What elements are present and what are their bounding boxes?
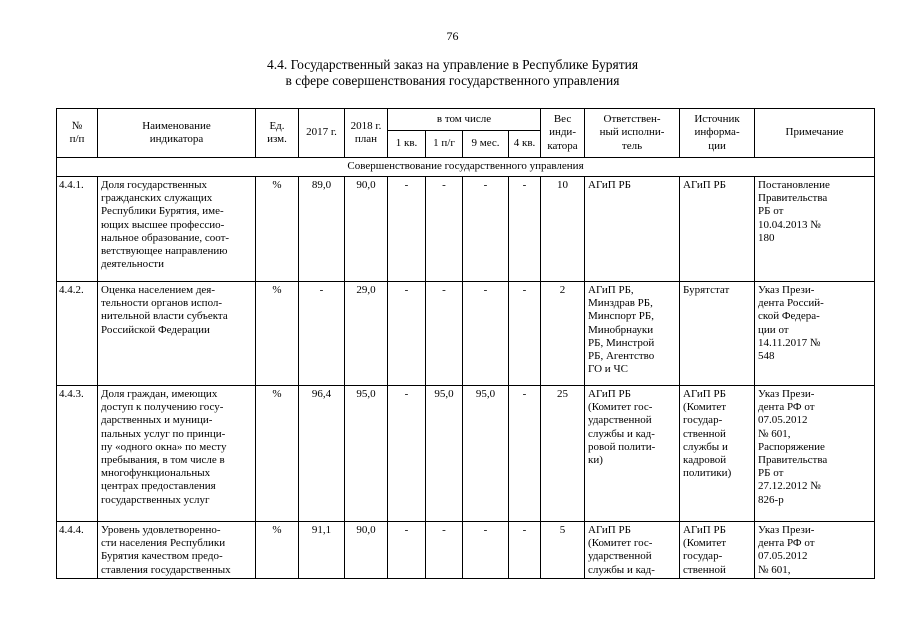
row-num: 4.4.4. — [57, 522, 98, 579]
value-q4: - — [509, 386, 541, 522]
row-num: 4.4.1. — [57, 177, 98, 282]
responsible: АГиП РБ, Минздрав РБ, Минспорт РБ, Минобрнауки РБ, Минстрой РБ, Агентство ГО и ЧС — [585, 282, 680, 386]
value-h1: - — [426, 522, 463, 579]
value-2017: - — [299, 282, 345, 386]
value-q1: - — [388, 386, 426, 522]
indicator-name: Оценка населением дея- тельности органов испол- нительной власти субъекта Российской Федерации — [98, 282, 256, 386]
header-responsible: Ответствен- ный исполни- тель — [585, 109, 680, 158]
note: Постановление Правительства РБ от 10.04.2013 № 180 — [755, 177, 875, 282]
source: Бурятстат — [680, 282, 755, 386]
unit: % — [256, 386, 299, 522]
title-line-1: 4.4. Государственный заказ на управление в Республике Бурятия — [266, 57, 639, 72]
header-num: № п/п — [57, 109, 98, 158]
table-row — [57, 177, 875, 282]
value-9m: - — [463, 282, 509, 386]
value-q1: - — [388, 522, 426, 579]
value-2017: 96,4 — [299, 386, 345, 522]
header-2018: 2018 г. план — [345, 109, 388, 158]
source: АГиП РБ (Комитет государ- ственной — [680, 522, 755, 579]
value-9m: 95,0 — [463, 386, 509, 522]
weight: 10 — [541, 177, 585, 282]
note: Указ Прези- дента РФ от 07.05.2012 № 601, — [755, 522, 875, 579]
indicator-name: Доля граждан, имеющих доступ к получению госу- дарственных и муници- пальных услуг по принци- пу «одного окна» по месту пребывания, в том числе в многофункциональных центрах предоставления государственных услуг — [98, 386, 256, 522]
value-h1: 95,0 — [426, 386, 463, 522]
table-row — [57, 522, 875, 579]
header-name: Наименование индикатора — [98, 109, 256, 158]
header-unit: Ед. изм. — [256, 109, 299, 158]
header-9m: 9 мес. — [463, 131, 509, 158]
value-h1: - — [426, 282, 463, 386]
table-row — [57, 386, 875, 522]
row-num: 4.4.3. — [57, 386, 98, 522]
note: Указ Прези- дента Россий- ской Федера- ции от 14.11.2017 № 548 — [755, 282, 875, 386]
value-h1: - — [426, 177, 463, 282]
value-q4: - — [509, 177, 541, 282]
value-q1: - — [388, 282, 426, 386]
weight: 2 — [541, 282, 585, 386]
header-q4: 4 кв. — [509, 131, 541, 158]
title-line-2: в сфере совершенствования государственного управления — [285, 73, 620, 88]
value-2018: 90,0 — [345, 177, 388, 282]
header-2017: 2017 г. — [299, 109, 345, 158]
unit: % — [256, 177, 299, 282]
indicator-name: Доля государственных гражданских служащих Республики Бурятия, име- ющих высшее профессио- нальное образование, соот- ветствующее направлению деятельности — [98, 177, 256, 282]
source: АГиП РБ — [680, 177, 755, 282]
responsible: АГиП РБ (Комитет гос- ударственной службы и кад- — [585, 522, 680, 579]
value-q1: - — [388, 177, 426, 282]
value-q4: - — [509, 282, 541, 386]
note: Указ Прези- дента РФ от 07.05.2012 № 601, Распоряжение Правительства РБ от 27.12.2012 № 826-р — [755, 386, 875, 522]
value-q4: - — [509, 522, 541, 579]
weight: 25 — [541, 386, 585, 522]
value-9m: - — [463, 177, 509, 282]
header-q1: 1 кв. — [388, 131, 426, 158]
indicator-name: Уровень удовлетворенно- сти населения Республики Бурятия качеством предо- ставления государственных — [98, 522, 256, 579]
row-num: 4.4.2. — [57, 282, 98, 386]
unit: % — [256, 282, 299, 386]
header-h1: 1 п/г — [426, 131, 463, 158]
header-including: в том числе — [388, 109, 541, 131]
value-2017: 91,1 — [299, 522, 345, 579]
unit: % — [256, 522, 299, 579]
weight: 5 — [541, 522, 585, 579]
document-title — [0, 57, 905, 89]
header-weight: Вес инди- катора — [541, 109, 585, 158]
section-heading: Совершенствование государственного управления — [57, 158, 875, 177]
value-2017: 89,0 — [299, 177, 345, 282]
source: АГиП РБ (Комитет государ- ственной службы и кадровой политики) — [680, 386, 755, 522]
page-number: 76 — [446, 29, 459, 43]
header-source: Источник информа- ции — [680, 109, 755, 158]
value-2018: 90,0 — [345, 522, 388, 579]
responsible: АГиП РБ (Комитет гос- ударственной службы и кад- ровой полити- ки) — [585, 386, 680, 522]
responsible: АГиП РБ — [585, 177, 680, 282]
indicator-table — [56, 108, 875, 579]
value-2018: 29,0 — [345, 282, 388, 386]
value-2018: 95,0 — [345, 386, 388, 522]
value-9m: - — [463, 522, 509, 579]
table-row — [57, 282, 875, 386]
header-note: Примечание — [755, 109, 875, 158]
